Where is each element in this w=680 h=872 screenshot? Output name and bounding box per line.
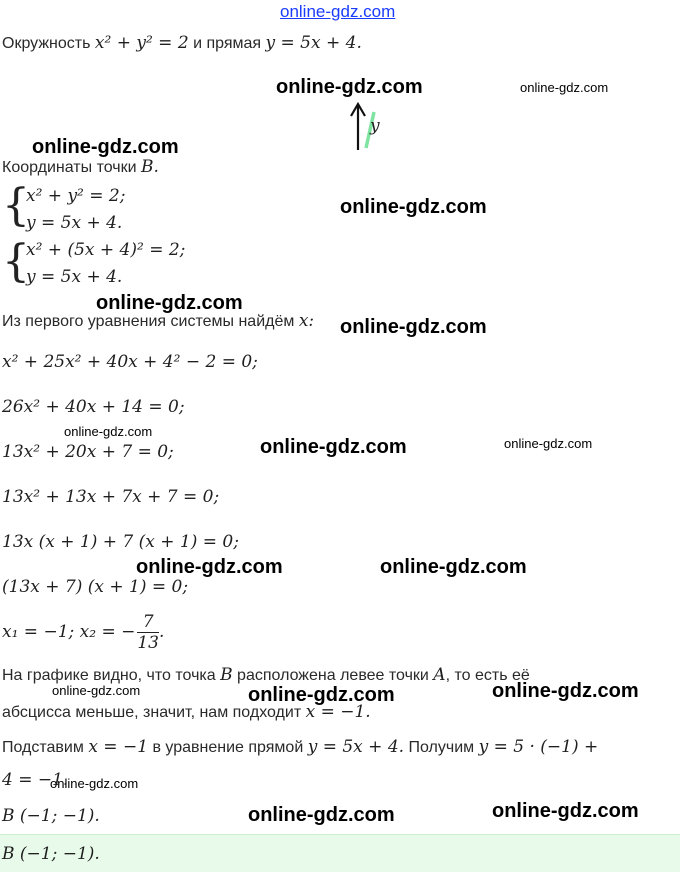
intro-line — [2, 33, 362, 53]
brace-icon: { — [2, 180, 30, 231]
find-x-text: Из первого уравнения системы найдём — [2, 313, 299, 330]
watermark: online-gdz.com — [248, 684, 395, 706]
find-x-line — [2, 311, 314, 331]
intro-mid: и прямая — [188, 35, 266, 52]
fraction — [137, 612, 159, 653]
roots-line — [2, 612, 164, 653]
conclusion-text: , то есть её — [445, 667, 530, 684]
watermark: online-gdz.com — [340, 316, 487, 338]
system2-row2: y = 5x + 4. — [26, 267, 123, 287]
watermark: online-gdz.com — [52, 683, 141, 698]
watermark: online-gdz.com — [504, 436, 593, 451]
equation-step: (13x + 7) (x + 1) = 0; — [2, 577, 189, 597]
watermark: online-gdz.com — [492, 800, 639, 822]
y-axis-label: y — [370, 116, 380, 136]
point-result: B (−1; −1). — [2, 806, 100, 826]
watermark: online-gdz.com — [96, 292, 243, 314]
point-a: A — [433, 665, 446, 685]
watermark: online-gdz.com — [520, 80, 609, 95]
coords-heading — [2, 157, 159, 177]
answer-text: B (−1; −1). — [2, 844, 100, 864]
roots-prefix: x₁ = −1; x₂ = − — [2, 622, 136, 642]
watermark: online-gdz.com — [50, 776, 139, 791]
substitute-calc: y = 5 · (−1) + — [478, 737, 599, 757]
substitute-x: x = −1 — [88, 737, 149, 757]
watermark: online-gdz.com — [32, 136, 179, 158]
circle-equation: x² + y² = 2 — [94, 33, 189, 53]
watermark: online-gdz.com — [380, 556, 527, 578]
equation-step: x² + 25x² + 40x + 4² − 2 = 0; — [2, 352, 258, 372]
watermark: online-gdz.com — [340, 196, 487, 218]
watermark: online-gdz.com — [248, 804, 395, 826]
fraction-numerator: 7 — [137, 612, 159, 633]
system1-row2: y = 5x + 4. — [26, 213, 123, 233]
conclusion-line1 — [2, 665, 530, 685]
substitute-text: Подставим — [2, 739, 89, 756]
point-b: B — [220, 665, 233, 685]
graph-fragment — [346, 100, 386, 152]
conclusion-line2 — [2, 702, 371, 722]
intro-text: Окружность — [2, 35, 95, 52]
substitute-text: в уравнение прямой — [148, 739, 308, 756]
equation-step: 26x² + 40x + 14 = 0; — [2, 397, 185, 417]
equation-step: 13x (x + 1) + 7 (x + 1) = 0; — [2, 532, 239, 552]
substitute-line2: 4 = −1. — [2, 770, 69, 790]
brace-icon: { — [2, 236, 30, 287]
watermark: online-gdz.com — [492, 680, 639, 702]
equation-step: 13x² + 13x + 7x + 7 = 0; — [2, 487, 220, 507]
system1-row1: x² + y² = 2; — [26, 186, 126, 206]
find-x-var: x: — [298, 311, 315, 331]
point-name: B. — [141, 157, 159, 177]
roots-suffix: . — [158, 622, 165, 642]
substitute-text: Получим — [404, 739, 479, 756]
watermark-top[interactable]: online-gdz.com — [280, 2, 396, 21]
watermark: online-gdz.com — [136, 556, 283, 578]
line-equation: y = 5x + 4. — [265, 33, 362, 53]
equation-step: 13x² + 20x + 7 = 0; — [2, 442, 174, 462]
conclusion-text: На графике видно, что точка — [2, 667, 221, 684]
substitute-line-eq: y = 5x + 4. — [307, 737, 405, 757]
watermark: online-gdz.com — [64, 424, 153, 439]
answer-box — [0, 834, 680, 872]
watermark: online-gdz.com — [276, 76, 423, 98]
conclusion-text: расположена левее точки — [232, 667, 434, 684]
system2-row1: x² + (5x + 4)² = 2; — [26, 240, 186, 260]
fraction-denominator: 13 — [137, 633, 159, 653]
chosen-root: x = −1. — [305, 702, 371, 722]
conclusion-text: абсцисса меньше, значит, нам подходит — [2, 704, 306, 721]
substitute-line1 — [2, 737, 598, 757]
watermark: online-gdz.com — [260, 436, 407, 458]
coords-heading-text: Координаты точки — [2, 159, 141, 176]
